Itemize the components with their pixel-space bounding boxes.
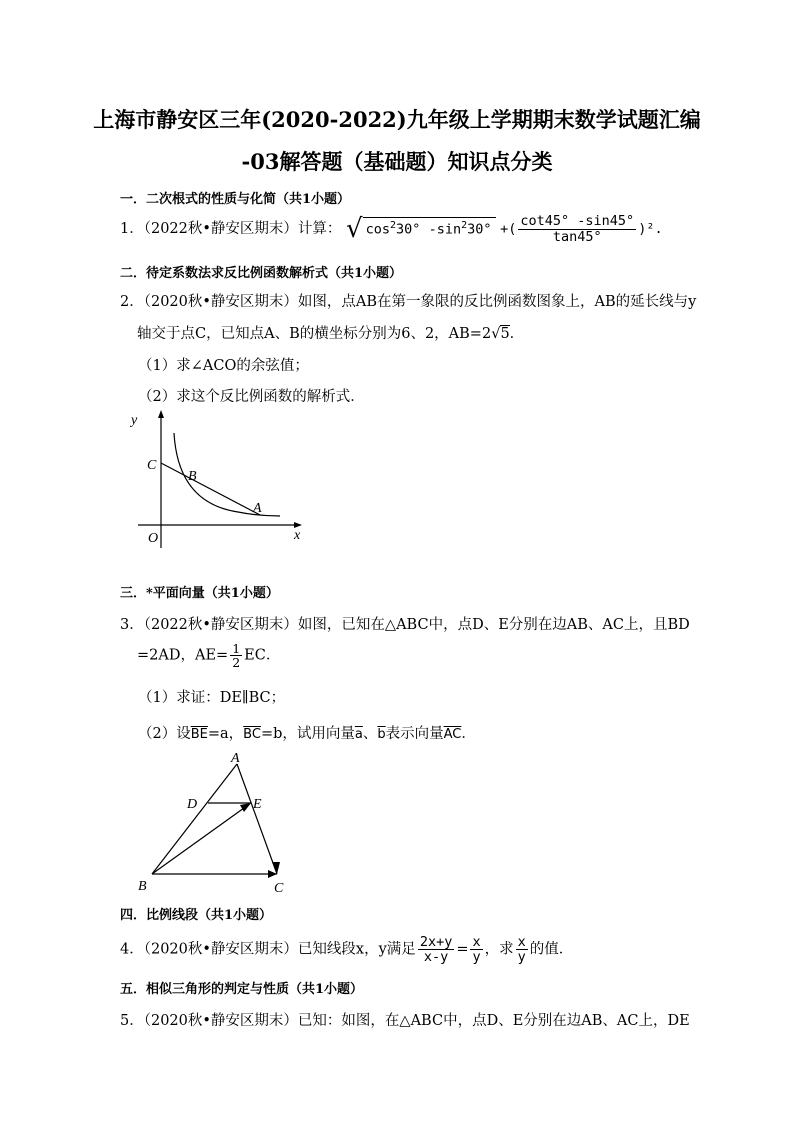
- question-4: 4．（2020秋•静安区期末）已知线段x，y满足 $\frac{2x+y}{x-y}$ = $\frac{x}{y}$ ，求 $\frac{x}{y}$ 的值．: [120, 934, 574, 966]
- question-1-suffix: )².: [638, 221, 663, 237]
- question-2-sub1: （1）求∠ACO的余弦值；: [138, 358, 309, 374]
- triangle-figure: [130, 748, 300, 898]
- question-3-sub2: （2）设$\overline{BE}=a$，$\overline{BC}=b$，试用向量$\overline{a}$、$\overline{b}$表示向量$\overline{AC}$．: [138, 726, 476, 742]
- section-heading-2: 二．待定系数法求反比例函数解析式（共1小题）: [120, 266, 403, 281]
- question-1-fraction: $\frac{\cot 45^\circ -\sin 45^\circ}{\tan 45^\circ}$: [520, 213, 635, 245]
- question-1-sqrt-expression: $\cos^230^\circ$ $-\sin^230^\circ$: [363, 217, 496, 238]
- question-5-line1: 5．（2020秋•静安区期末）已知：如图，在△ABC中，点D、E分别在边AB、AC上，DE: [120, 1013, 690, 1029]
- question-3-line2: =2AD，AE= $\frac{1}{2}$ EC．: [137, 641, 281, 671]
- question-2-sub2: （2）求这个反比例函数的解析式．: [138, 389, 365, 405]
- label-a: A: [253, 501, 262, 516]
- question-1-plus: +(: [500, 221, 517, 237]
- label-x: x: [294, 528, 301, 543]
- side-ac: [237, 764, 277, 874]
- document-title-line1: 上海市静安区三年(2020-2022)九年级上学期期末数学试题汇编: [93, 107, 701, 132]
- section-heading-4: 四．比例线段（共1小题）: [120, 908, 273, 923]
- question-4-fraction-1: $\frac{2x+y}{x-y}$: [419, 934, 453, 966]
- label-b: B: [138, 879, 147, 894]
- vector-bc: $\overline{BC}$: [243, 727, 261, 742]
- question-4-fraction-2: $\frac{x}{y}$: [472, 934, 481, 966]
- vector-ac: $\overline{AC}$: [443, 727, 462, 742]
- section-heading-3: 三．*平面向量（共1小题）: [120, 586, 279, 601]
- vector-b: $\overline{b}$: [377, 727, 386, 742]
- question-1: [120, 214, 663, 244]
- sqrt-sign-icon: √: [346, 214, 363, 244]
- question-2-sqrt-value: 5: [500, 326, 510, 342]
- section-heading-5: 五．相似三角形的判定与性质（共1小题）: [120, 982, 364, 997]
- hyperbola-figure: [130, 408, 310, 558]
- question-3-sub1: （1）求证：DE∥BC；: [138, 690, 286, 706]
- question-3-line1: 3．（2022秋•静安区期末）如图，已知在△ABC中，点D、E分别在边AB、AC上，且BD: [120, 617, 690, 633]
- label-o: O: [148, 531, 159, 546]
- label-y: y: [131, 413, 138, 428]
- label-e: E: [253, 797, 262, 812]
- question-2-line1: 2．（2020秋•静安区期末）如图，点AB在第一象限的反比例函数图象上，AB的延长线与y: [120, 294, 697, 310]
- vector-be: $\overline{BE}$: [190, 727, 208, 742]
- label-b: B: [188, 469, 197, 484]
- document-title-line2: -03解答题（基础题）知识点分类: [241, 149, 553, 174]
- segment-ca: [161, 463, 260, 515]
- label-c: C: [274, 881, 284, 896]
- label-a: A: [231, 751, 240, 766]
- question-2-line2: 轴交于点C，已知点A、B的横坐标分别为6、2，AB=2√5．: [137, 326, 525, 342]
- vector-a: $\overline{a}$: [354, 727, 363, 742]
- y-axis-arrow-icon: [158, 410, 164, 418]
- question-4-fraction-3: $\frac{x}{y}$: [517, 934, 526, 966]
- vector-be-arrow-icon: [240, 803, 251, 812]
- label-c: C: [147, 458, 157, 473]
- vector-be-line: [152, 808, 244, 874]
- question-3-fraction: $\frac{1}{2}$: [232, 641, 241, 671]
- label-d: D: [187, 797, 198, 812]
- section-heading-1: 一．二次根式的性质与化简（共1小题）: [120, 192, 351, 207]
- sqrt-sign-icon: √: [491, 326, 501, 342]
- side-ab: [152, 764, 237, 874]
- question-1-prefix: 1．（2022秋•静安区期末）计算：: [120, 221, 342, 237]
